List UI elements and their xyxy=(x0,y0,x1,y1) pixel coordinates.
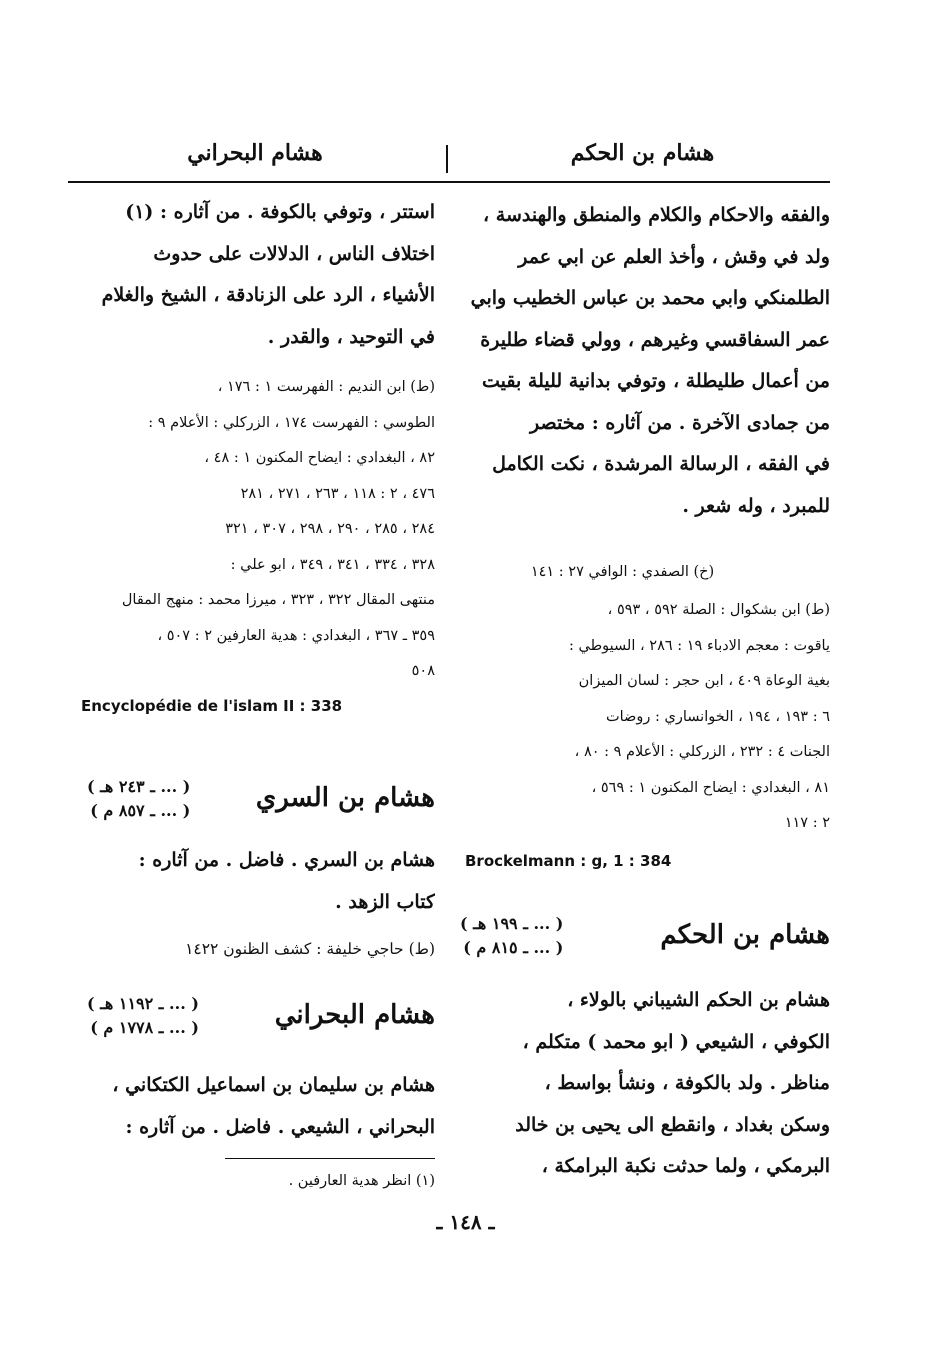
ref-line: (ط) ابن النديم : الفهرست ١ : ١٧٦ ، xyxy=(217,379,435,395)
text-line: استتر ، وتوفي بالكوفة . من آثاره : (١) xyxy=(125,201,435,223)
text-line: هشام بن سليمان بن اسماعيل الكتكاني ، xyxy=(112,1074,435,1096)
entry-body-text xyxy=(455,980,830,1188)
source-ref-kh xyxy=(455,555,830,591)
entry-body-text xyxy=(75,840,435,923)
ref-line: ياقوت : معجم الادباء ١٩ : ٢٨٦ ، السيوطي : xyxy=(569,637,830,654)
ref-line: ٥٠٨ xyxy=(411,663,435,679)
latin-reference: Encyclopédie de l'islam II : 338 xyxy=(81,697,343,715)
ref-line: (ط) حاجي خليفة : كشف الظنون ١٤٢٢ xyxy=(185,940,435,958)
source-refs-t xyxy=(75,370,435,690)
text-line: هشام بن الحكم الشيباني بالولاء ، xyxy=(567,989,830,1011)
text-line: من أعمال طليطلة ، وتوفي بدانية لليلة بقيت xyxy=(481,370,830,392)
text-line: اختلاف الناس ، الدلالات على حدوث xyxy=(153,242,435,265)
ref-line: (خ) الصفدي : الوافي ٢٧ : ١٤١ xyxy=(530,564,715,580)
text-line: وسكن بغداد ، وانقطع الى يحيى بن خالد xyxy=(515,1113,830,1136)
entry-heading xyxy=(75,992,435,1052)
left-body-text xyxy=(75,192,435,358)
text-line: والفقه والاحكام والكلام والمنطق والهندسة ، xyxy=(483,204,830,226)
header-rule xyxy=(68,181,830,183)
ref-line: ٦ : ١٩٣ ، ١٩٤ ، الخوانساري : روضات xyxy=(605,708,830,725)
ref-line: ٢ : ١١٧ xyxy=(784,815,830,831)
latin-reference: Brockelmann : g, 1 : 384 xyxy=(465,852,672,870)
ref-line: الطوسي : الفهرست ١٧٤ ، الزركلي : الأعلام ٩ : xyxy=(148,414,435,431)
date-ad: ( ... ـ ١٧٧٨ م ) xyxy=(90,1018,199,1037)
running-head-right: هشام بن الحكم xyxy=(570,140,715,166)
date-ad: ( ... ـ ٨١٥ م ) xyxy=(463,938,564,957)
text-line: في الفقه ، الرسالة المرشدة ، نكت الكامل xyxy=(492,453,830,475)
ref-line: ٤٧٦ ، ٢ : ١١٨ ، ٢٦٣ ، ٢٧١ ، ٢٨١ xyxy=(240,485,435,502)
entry-title: هشام بن السري xyxy=(255,783,435,813)
text-line: هشام بن السري . فاضل . من آثاره : xyxy=(138,849,435,871)
text-line: كتاب الزهد . xyxy=(335,890,435,913)
date-hijri: ( ... ـ ٢٤٣ هـ ) xyxy=(87,777,191,796)
text-line: الأشياء ، الرد على الزنادقة ، الشيخ والغلام xyxy=(101,284,435,306)
ref-line: الجنات ٤ : ٢٣٢ ، الزركلي : الأعلام ٩ : ٨٠ ، xyxy=(574,744,830,760)
footnote xyxy=(75,1164,435,1200)
ref-line: بغية الوعاة ٤٠٩ ، ابن حجر : لسان الميزان xyxy=(578,673,830,689)
ref-line: ٣٥٩ ـ ٣٦٧ ، البغدادي : هدية العارفين ٢ : ٥٠٧ ، xyxy=(157,627,435,644)
entry-dates xyxy=(87,992,199,1040)
text-line: للمبرد ، وله شعر . xyxy=(682,494,830,517)
right-body-text xyxy=(455,195,830,527)
page-number: ـ ١٤٨ ـ xyxy=(436,1210,495,1234)
ref-line: (ط) ابن بشكوال : الصلة ٥٩٢ ، ٥٩٣ ، xyxy=(607,602,830,618)
text-line: ولد في وقش ، وأخذ العلم عن ابي عمر xyxy=(518,245,830,268)
text-line: البحراني ، الشيعي . فاضل . من آثاره : xyxy=(125,1115,435,1138)
ref-line: ٣٢٨ ، ٣٣٤ ، ٣٤١ ، ٣٤٩ ، ابو علي : xyxy=(230,556,435,573)
text-line: البرمكي ، ولما حدثت نكبة البرامكة ، xyxy=(541,1155,830,1177)
ref-line: ٢٨٤ ، ٢٨٥ ، ٢٩٠ ، ٢٩٨ ، ٣٠٧ ، ٣٢١ xyxy=(225,521,435,537)
entry-title: هشام بن الحكم xyxy=(660,920,830,950)
text-line: الكوفي ، الشيعي ( ابو محمد ) متكلم ، xyxy=(522,1030,830,1053)
text-line: عمر السفاقسي وغيرهم ، وولي قضاء طليرة xyxy=(480,328,830,351)
entry-dates xyxy=(87,775,190,823)
source-ref-t xyxy=(75,932,435,968)
entry-dates xyxy=(460,912,563,960)
ref-line: ٨٢ ، البغدادي : ايضاح المكنون ١ : ٤٨ ، xyxy=(204,450,435,466)
date-hijri: ( ... ـ ١١٩٢ هـ ) xyxy=(87,994,199,1013)
text-line: الطلمنكي وابي محمد بن عباس الخطيب وابي xyxy=(470,287,830,309)
header-divider xyxy=(446,145,448,173)
entry-heading xyxy=(75,775,435,835)
entry-body-text xyxy=(75,1065,435,1148)
text-line: من جمادى الآخرة . من آثاره : مختصر xyxy=(530,411,830,434)
source-refs-t xyxy=(455,593,830,842)
running-head-left: هشام البحراني xyxy=(187,140,323,166)
footnote-text: (١) انظر هدية العارفين . xyxy=(288,1173,435,1189)
entry-heading xyxy=(455,912,830,972)
date-hijri: ( ... ـ ١٩٩ هـ ) xyxy=(460,914,564,933)
text-line: في التوحيد ، والقدر . xyxy=(267,325,435,348)
date-ad: ( ... ـ ٨٥٧ م ) xyxy=(90,801,191,820)
footnote-rule xyxy=(225,1158,435,1159)
text-line: مناظر . ولد بالكوفة ، ونشأ بواسط ، xyxy=(544,1072,830,1094)
entry-title: هشام البحراني xyxy=(274,1000,435,1030)
ref-line: منتهى المقال ٣٢٢ ، ٣٢٣ ، ميرزا محمد : منهج المقال xyxy=(121,592,435,608)
ref-line: ٨١ ، البغدادي : ايضاح المكنون ١ : ٥٦٩ ، xyxy=(591,779,830,796)
